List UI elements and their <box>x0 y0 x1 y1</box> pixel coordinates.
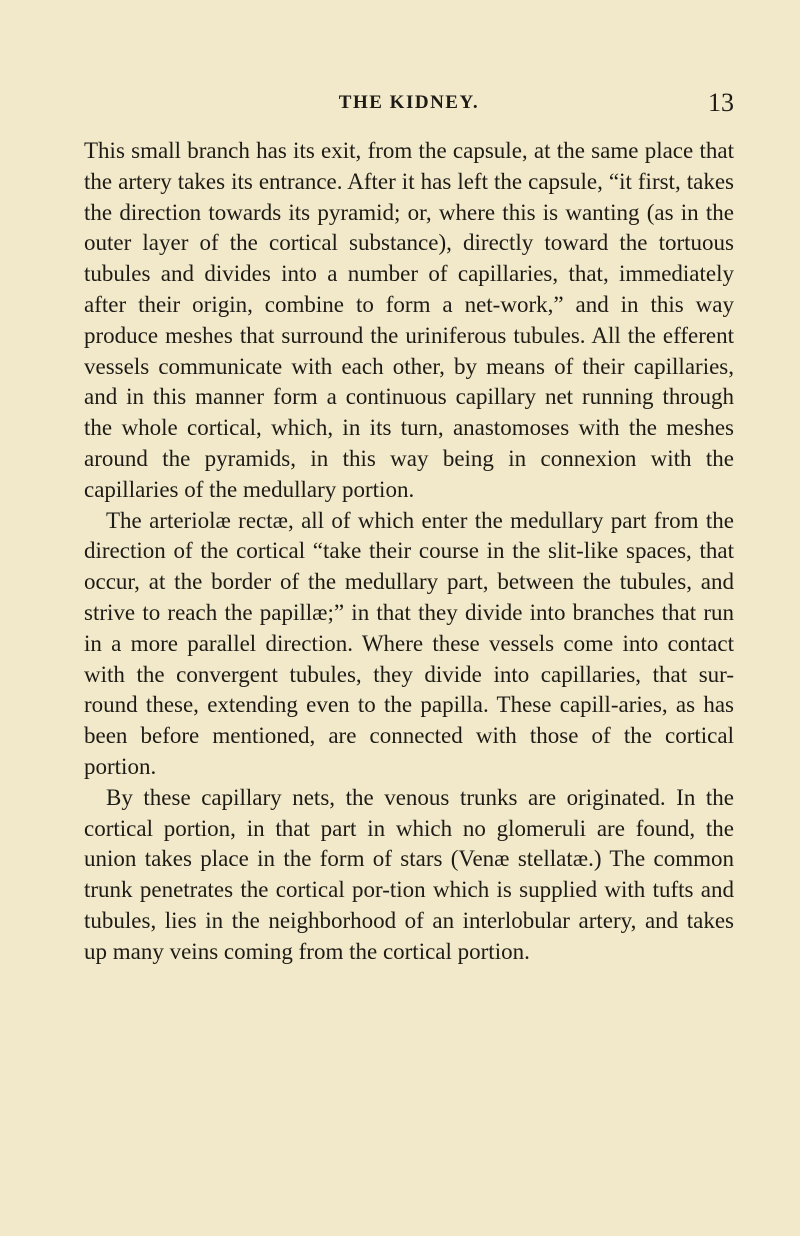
paragraph-1: This small branch has its exit, from the capsule, at the same place that the artery takes its entrance. After it has left the capsule, “it first, takes the direction towards its pyramid; or, where this is wanting (as in the outer layer of the cortical substance), directly toward the tortuous tubules and divides into a number of capillaries, that, immediately after their origin, combine to form a net-work,” and in this way produce meshes that surround the uriniferous tubules. All the efferent vessels communicate with each other, by means of their capillaries, and in this manner form a continuous capillary net running through the whole cortical, which, in its turn, anastomoses with the meshes around the pyramids, in this way being in connexion with the capillaries of the medullary portion. <box>84 138 734 502</box>
paragraph-3: By these capillary nets, the venous trunks are originated. In the cortical portion, in that part in which no glomeruli are found, the union takes place in the form of stars (Venæ stellatæ.) The common trunk penetrates the cortical por-tion which is supplied with tufts and tubules, lies in the neighborhood of an interlobular artery, and takes up many veins coming from the cortical portion. <box>84 784 734 964</box>
page-number: 13 <box>708 88 734 117</box>
body-text <box>84 136 734 968</box>
running-head <box>84 88 734 128</box>
page-title: THE KIDNEY. <box>338 92 480 113</box>
paragraph-2: The arteriolæ rectæ, all of which enter the medullary part from the direction of the cortical “take their course in the slit-like spaces, that occur, at the border of the medullary part, between the tubules, and strive to reach the papillæ;” in that they divide into branches that run in a more parallel direction. Where these vessels come into contact with the convergent tubules, they divide into capillaries, that sur-round these, extending even to the papilla. These capill-aries, as has been before mentioned, are connected with those of the cortical portion. <box>84 507 734 779</box>
